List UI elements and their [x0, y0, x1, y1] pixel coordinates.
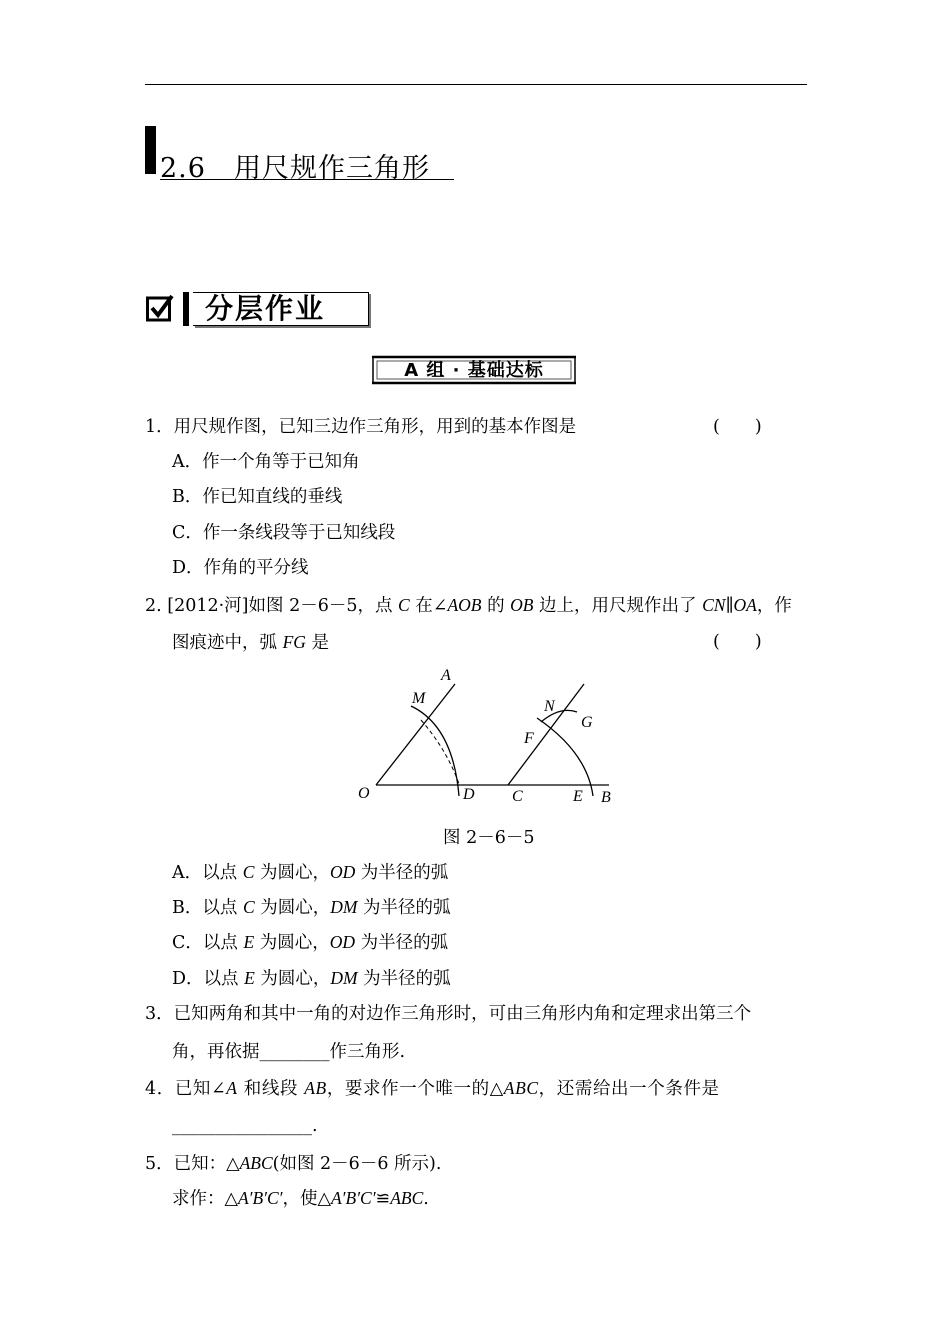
title-underline: [160, 179, 454, 180]
q1-option-b: B．作已知直线的垂线: [172, 487, 343, 507]
q1-option-a: A．作一个角等于已知角: [172, 452, 360, 472]
q2-option-a: A．以点 C 为圆心，OD 为半径的弧: [172, 862, 449, 883]
q5-construct: 求作：△A′B′C′，使△A′B′C′≌ABC.: [172, 1188, 429, 1209]
top-rule: [145, 84, 807, 85]
label-N: N: [544, 698, 555, 715]
label-B: B: [601, 789, 611, 806]
q1-answer-paren: ( ): [713, 417, 762, 437]
label-D: D: [463, 786, 475, 803]
q4-blank: ________________.: [172, 1116, 318, 1136]
figure-2-6-5: [355, 660, 625, 810]
q2-option-b: B．以点 C 为圆心，DM 为半径的弧: [172, 897, 451, 918]
q1-option-c: C．作一条线段等于已知线段: [172, 523, 396, 543]
section-label: 分层作业: [205, 292, 326, 325]
q2-option-c: C．以点 E 为圆心，OD 为半径的弧: [172, 932, 449, 953]
q4-line1: 4．已知∠A 和线段 AB，要求作一个唯一的△ABC，还需给出一个条件是: [145, 1078, 720, 1099]
label-E: E: [573, 788, 583, 805]
checkbox-icon: [146, 294, 174, 322]
q3-line2: 角，再依据________作三角形.: [172, 1042, 406, 1062]
q2-answer-paren: ( ): [713, 632, 762, 652]
label-G: G: [581, 714, 593, 731]
label-C: C: [512, 788, 523, 805]
q1-option-d: D．作角的平分线: [172, 558, 309, 578]
q3-line1: 3．已知两角和其中一角的对边作三角形时，可由三角形内角和定理求出第三个: [145, 1004, 752, 1024]
section-title: 2.6 用尺规作三角形: [160, 153, 430, 184]
label-F: F: [524, 730, 534, 747]
q1-stem: 1．用尺规作图，已知三边作三角形，用到的基本作图是: [145, 417, 577, 437]
q2-option-d: D．以点 E 为圆心，DM 为半径的弧: [172, 968, 451, 989]
figure-caption: 图 2－6－5: [443, 828, 535, 848]
q2-stem-line1: 2. [2012·河]如图 2－6－5，点 C 在∠AOB 的 OB 边上，用尺规作出了 CN∥OA，作: [145, 595, 792, 616]
chord-MD: [421, 720, 459, 784]
arc-MD: [411, 706, 459, 796]
q5-given: 5．已知：△ABC(如图 2－6－6 所示).: [145, 1153, 442, 1174]
label-A: A: [441, 667, 451, 684]
label-O: O: [358, 785, 370, 802]
section-bar: [183, 292, 189, 326]
title-bar: [145, 126, 156, 174]
label-M: M: [412, 690, 426, 707]
group-label: A 组 · 基础达标: [404, 360, 544, 381]
q2-stem-line2: 图痕迹中，弧 FG 是: [172, 632, 329, 653]
